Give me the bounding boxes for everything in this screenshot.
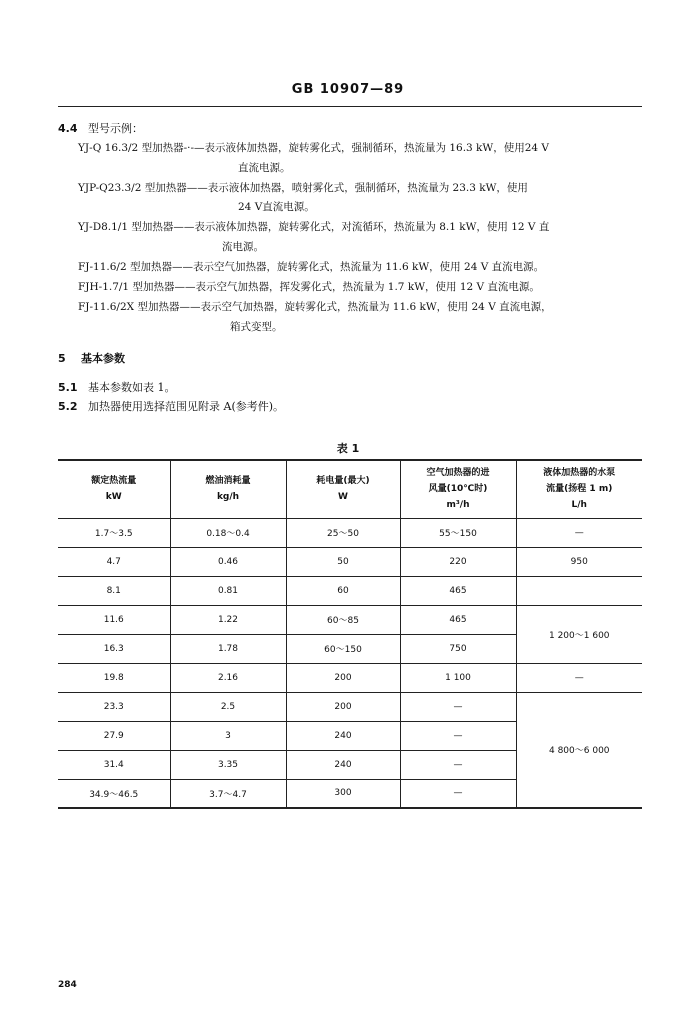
cell-pump: 950	[516, 547, 642, 576]
cell-heat-flow: 31.4	[58, 750, 170, 779]
cell-air: 1 100	[400, 663, 516, 692]
header-air-intake	[400, 460, 516, 518]
example-2-line-2: 24 V直流电源。	[238, 201, 315, 213]
cell-power: 25～50	[286, 518, 400, 547]
cell-pump: —	[516, 518, 642, 547]
example-6-line-1: FJ-11.6/2X 型加热器——表示空气加热器，旋转雾化式，热流量为 11.6 kW，使用 24 V 直流电源，	[78, 301, 552, 313]
page-number: 284	[58, 980, 77, 990]
section-5-2	[58, 400, 284, 414]
cell-air: —	[400, 779, 516, 808]
example-3-line-1: YJ-D8.1/1 型加热器——表示液体加热器，旋转雾化式，对流循环，热流量为 8.1 kW，使用 12 V 直	[78, 221, 550, 233]
cell-fuel: 3	[170, 721, 286, 750]
example-1-line-2: 直流电源。	[238, 162, 291, 174]
cell-heat-flow: 19.8	[58, 663, 170, 692]
table-row	[58, 518, 642, 547]
section-5-1	[58, 381, 176, 395]
example-5-line-1: FJH-1.7/1 型加热器——表示空气加热器，挥发雾化式，热流量为 1.7 kW，使用 12 V 直流电源。	[78, 281, 540, 293]
cell-pump: 4 800～6 000	[516, 692, 642, 808]
cell-air: —	[400, 692, 516, 721]
cell-power: 50	[286, 547, 400, 576]
cell-fuel: 3.7～4.7	[170, 779, 286, 808]
table-row	[58, 605, 642, 634]
cell-power: 60～85	[286, 605, 400, 634]
header-power-consumption	[286, 460, 400, 518]
section-title: 基本参数	[80, 352, 125, 365]
header-unit: kW	[105, 492, 122, 503]
cell-air: —	[400, 721, 516, 750]
cell-heat-flow: 8.1	[58, 576, 170, 605]
cell-air: 465	[400, 605, 516, 634]
cell-power: 240	[286, 721, 400, 750]
cell-air: 55～150	[400, 518, 516, 547]
header-line: 流量(扬程 1 m)	[546, 484, 613, 495]
header-line: 耗电量(最大)	[316, 476, 370, 487]
header-unit: W	[338, 492, 348, 503]
cell-power: 60～150	[286, 634, 400, 663]
table-caption: 表 1	[336, 442, 360, 455]
table-row	[58, 663, 642, 692]
section-title: 型号示例：	[88, 122, 143, 135]
cell-heat-flow: 1.7～3.5	[58, 518, 170, 547]
header-line: 空气加热器的进	[426, 468, 490, 479]
section-4-4-heading	[58, 122, 143, 136]
cell-power: 240	[286, 750, 400, 779]
cell-power: 60	[286, 576, 400, 605]
cell-fuel: 3.35	[170, 750, 286, 779]
header-fuel-consumption	[170, 460, 286, 518]
cell-heat-flow: 23.3	[58, 692, 170, 721]
cell-power: 200	[286, 692, 400, 721]
example-3-line-2: 流电源。	[222, 241, 264, 253]
section-number: 4.4	[58, 122, 78, 135]
cell-air: 220	[400, 547, 516, 576]
cell-pump: —	[516, 663, 642, 692]
cell-fuel: 0.18～0.4	[170, 518, 286, 547]
section-text: 加热器使用选择范围见附录 A(参考件)。	[88, 400, 285, 413]
header-unit: L/h	[571, 500, 587, 511]
header-line: 液体加热器的水泵	[543, 468, 616, 479]
example-6-line-2: 箱式变型。	[230, 321, 283, 333]
cell-power: 300	[286, 779, 400, 808]
section-number: 5	[58, 352, 66, 365]
cell-fuel: 1.22	[170, 605, 286, 634]
header-rule	[58, 106, 642, 107]
table-header-row	[58, 460, 642, 518]
section-5-heading	[58, 352, 125, 366]
cell-fuel: 0.81	[170, 576, 286, 605]
section-text: 基本参数如表 1。	[88, 381, 176, 394]
cell-air: —	[400, 750, 516, 779]
table-row	[58, 576, 642, 605]
cell-pump	[516, 576, 642, 605]
cell-pump: 1 200～1 600	[516, 605, 642, 663]
cell-fuel: 2.5	[170, 692, 286, 721]
example-2-line-1: YJP-Q23.3/2 型加热器——表示液体加热器，喷射雾化式，强制循环，热流量为 23.3 kW，使用	[78, 182, 528, 194]
standard-header: GB 10907—89	[291, 82, 405, 97]
cell-heat-flow: 16.3	[58, 634, 170, 663]
cell-air: 465	[400, 576, 516, 605]
parameters-table	[58, 459, 642, 809]
header-unit: kg/h	[216, 492, 240, 503]
section-number: 5.1	[58, 381, 78, 394]
cell-air: 750	[400, 634, 516, 663]
header-line: 燃油消耗量	[205, 476, 251, 487]
cell-heat-flow: 11.6	[58, 605, 170, 634]
cell-fuel: 0.46	[170, 547, 286, 576]
header-unit: m³/h	[446, 500, 470, 511]
cell-fuel: 2.16	[170, 663, 286, 692]
example-4-line-1: FJ-11.6/2 型加热器——表示空气加热器，旋转雾化式，热流量为 11.6 kW，使用 24 V 直流电源。	[78, 261, 545, 273]
header-line: 额定热流量	[91, 476, 137, 487]
table-row	[58, 547, 642, 576]
cell-heat-flow: 34.9～46.5	[58, 779, 170, 808]
table-row	[58, 692, 642, 721]
cell-heat-flow: 27.9	[58, 721, 170, 750]
header-line: 风量(10℃时)	[428, 484, 488, 495]
header-pump-flow	[516, 460, 642, 518]
header-rated-heat-flow	[58, 460, 170, 518]
cell-fuel: 1.78	[170, 634, 286, 663]
example-1-line-1: YJ-Q 16.3/2 型加热器-·-—表示液体加热器，旋转雾化式，强制循环，热流量为 16.3 kW，使用24 V	[78, 142, 549, 154]
cell-power: 200	[286, 663, 400, 692]
cell-heat-flow: 4.7	[58, 547, 170, 576]
section-number: 5.2	[58, 400, 78, 413]
